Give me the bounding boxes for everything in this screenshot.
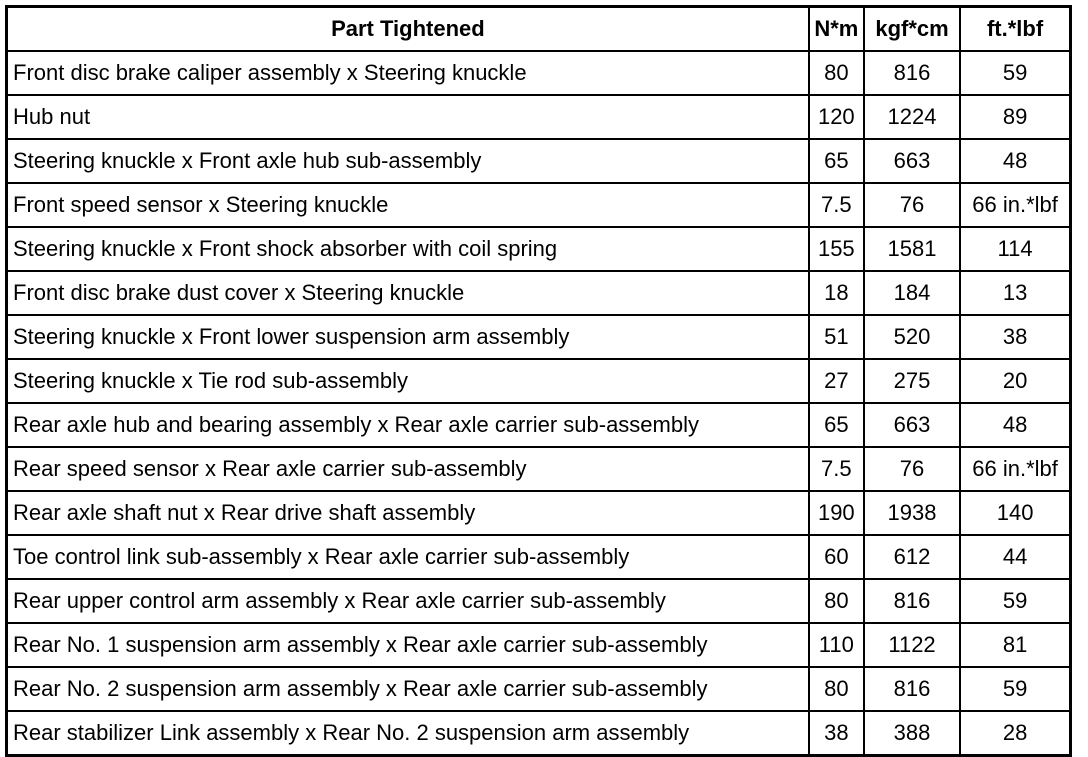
header-part-tightened: Part Tightened xyxy=(7,7,809,52)
table-row xyxy=(7,51,1071,95)
header-row xyxy=(7,7,1071,52)
cell-part-tightened: Rear No. 1 suspension arm assembly x Rear axle carrier sub-assembly xyxy=(7,623,809,667)
cell-nm: 80 xyxy=(809,51,864,95)
cell-nm: 7.5 xyxy=(809,447,864,491)
torque-spec-table xyxy=(5,5,1072,757)
cell-nm: 38 xyxy=(809,711,864,756)
cell-nm: 110 xyxy=(809,623,864,667)
cell-kgf-cm: 1938 xyxy=(864,491,960,535)
cell-ft-lbf: 48 xyxy=(960,139,1070,183)
cell-part-tightened: Rear speed sensor x Rear axle carrier sub-assembly xyxy=(7,447,809,491)
table-row xyxy=(7,711,1071,756)
cell-ft-lbf: 48 xyxy=(960,403,1070,447)
cell-nm: 7.5 xyxy=(809,183,864,227)
cell-ft-lbf: 59 xyxy=(960,51,1070,95)
cell-ft-lbf: 59 xyxy=(960,667,1070,711)
cell-kgf-cm: 1122 xyxy=(864,623,960,667)
table-row xyxy=(7,271,1071,315)
table-row xyxy=(7,403,1071,447)
cell-part-tightened: Rear axle shaft nut x Rear drive shaft assembly xyxy=(7,491,809,535)
cell-kgf-cm: 76 xyxy=(864,183,960,227)
table-row xyxy=(7,359,1071,403)
cell-part-tightened: Front speed sensor x Steering knuckle xyxy=(7,183,809,227)
cell-ft-lbf: 66 in.*lbf xyxy=(960,447,1070,491)
table-row xyxy=(7,139,1071,183)
cell-kgf-cm: 76 xyxy=(864,447,960,491)
cell-nm: 190 xyxy=(809,491,864,535)
header-kgf-cm: kgf*cm xyxy=(864,7,960,52)
cell-part-tightened: Front disc brake caliper assembly x Steering knuckle xyxy=(7,51,809,95)
cell-ft-lbf: 140 xyxy=(960,491,1070,535)
table-row xyxy=(7,227,1071,271)
cell-part-tightened: Steering knuckle x Front axle hub sub-assembly xyxy=(7,139,809,183)
cell-kgf-cm: 612 xyxy=(864,535,960,579)
cell-ft-lbf: 89 xyxy=(960,95,1070,139)
cell-ft-lbf: 66 in.*lbf xyxy=(960,183,1070,227)
cell-part-tightened: Rear axle hub and bearing assembly x Rear axle carrier sub-assembly xyxy=(7,403,809,447)
cell-nm: 18 xyxy=(809,271,864,315)
cell-part-tightened: Front disc brake dust cover x Steering knuckle xyxy=(7,271,809,315)
cell-kgf-cm: 184 xyxy=(864,271,960,315)
table-body xyxy=(7,51,1071,756)
cell-ft-lbf: 13 xyxy=(960,271,1070,315)
cell-kgf-cm: 388 xyxy=(864,711,960,756)
cell-nm: 51 xyxy=(809,315,864,359)
cell-kgf-cm: 816 xyxy=(864,667,960,711)
cell-kgf-cm: 275 xyxy=(864,359,960,403)
cell-ft-lbf: 38 xyxy=(960,315,1070,359)
cell-nm: 80 xyxy=(809,579,864,623)
cell-part-tightened: Steering knuckle x Front shock absorber with coil spring xyxy=(7,227,809,271)
cell-ft-lbf: 20 xyxy=(960,359,1070,403)
cell-part-tightened: Rear No. 2 suspension arm assembly x Rear axle carrier sub-assembly xyxy=(7,667,809,711)
cell-nm: 60 xyxy=(809,535,864,579)
cell-nm: 27 xyxy=(809,359,864,403)
cell-nm: 120 xyxy=(809,95,864,139)
cell-part-tightened: Hub nut xyxy=(7,95,809,139)
cell-part-tightened: Steering knuckle x Tie rod sub-assembly xyxy=(7,359,809,403)
header-nm: N*m xyxy=(809,7,864,52)
cell-kgf-cm: 663 xyxy=(864,403,960,447)
cell-ft-lbf: 81 xyxy=(960,623,1070,667)
cell-kgf-cm: 816 xyxy=(864,51,960,95)
cell-ft-lbf: 59 xyxy=(960,579,1070,623)
table-row xyxy=(7,535,1071,579)
table-row xyxy=(7,447,1071,491)
cell-nm: 80 xyxy=(809,667,864,711)
cell-nm: 155 xyxy=(809,227,864,271)
cell-kgf-cm: 1581 xyxy=(864,227,960,271)
cell-part-tightened: Steering knuckle x Front lower suspension arm assembly xyxy=(7,315,809,359)
table-row xyxy=(7,315,1071,359)
cell-ft-lbf: 114 xyxy=(960,227,1070,271)
cell-part-tightened: Rear upper control arm assembly x Rear axle carrier sub-assembly xyxy=(7,579,809,623)
cell-ft-lbf: 28 xyxy=(960,711,1070,756)
table-row xyxy=(7,491,1071,535)
cell-kgf-cm: 816 xyxy=(864,579,960,623)
header-ft-lbf: ft.*lbf xyxy=(960,7,1070,52)
table-row xyxy=(7,579,1071,623)
cell-nm: 65 xyxy=(809,403,864,447)
cell-kgf-cm: 1224 xyxy=(864,95,960,139)
table-header xyxy=(7,7,1071,52)
table-row xyxy=(7,183,1071,227)
table-row xyxy=(7,623,1071,667)
cell-kgf-cm: 663 xyxy=(864,139,960,183)
cell-nm: 65 xyxy=(809,139,864,183)
table-row xyxy=(7,95,1071,139)
cell-part-tightened: Toe control link sub-assembly x Rear axle carrier sub-assembly xyxy=(7,535,809,579)
cell-part-tightened: Rear stabilizer Link assembly x Rear No. 2 suspension arm assembly xyxy=(7,711,809,756)
cell-ft-lbf: 44 xyxy=(960,535,1070,579)
table-row xyxy=(7,667,1071,711)
cell-kgf-cm: 520 xyxy=(864,315,960,359)
